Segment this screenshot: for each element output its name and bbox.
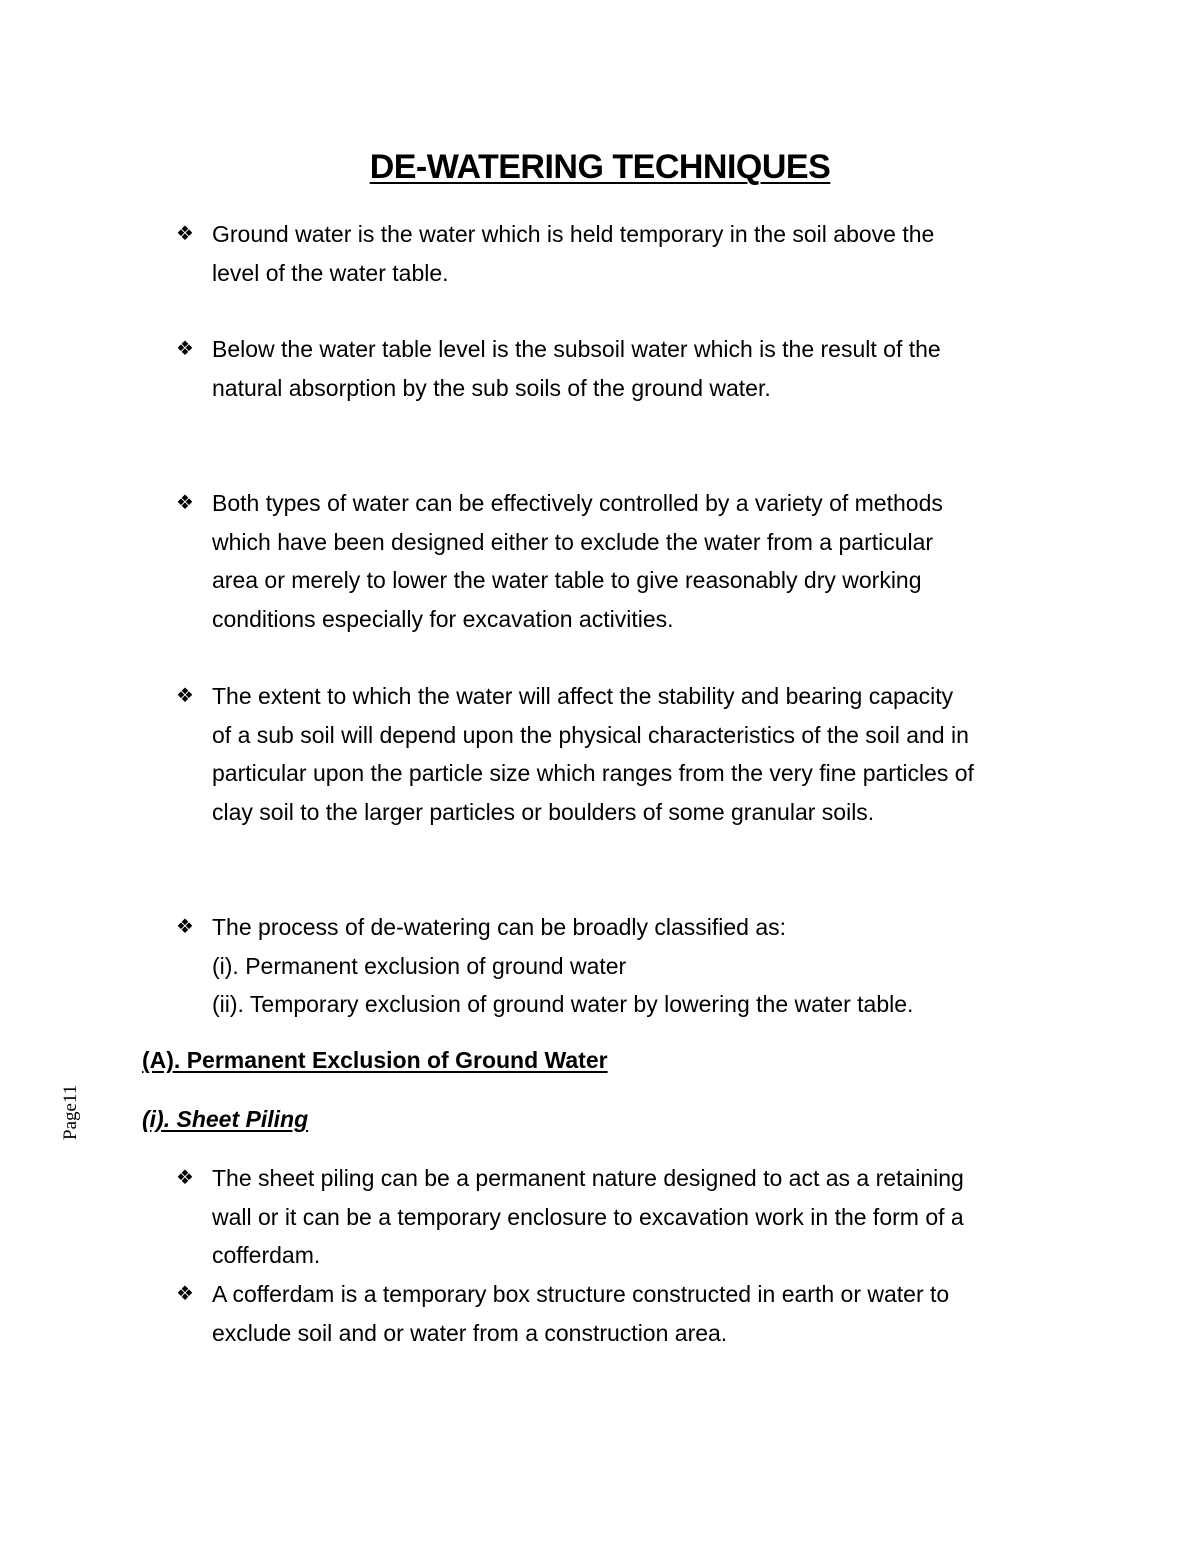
bullet-line: exclude soil and or water from a construction area. [212, 1319, 728, 1346]
bullet-line: The process of de-watering can be broadly classified as: [212, 914, 787, 940]
page-title: DE-WATERING TECHNIQUES [369, 148, 831, 186]
page-number [60, 1085, 82, 1140]
bullet-text [212, 908, 1082, 1024]
bullet-line: area or merely to lower the water table to give reasonably dry working [212, 567, 922, 593]
bullet-line: natural absorption by the sub soils of the ground water. [212, 374, 771, 401]
bullet-line: A cofferdam is a temporary box structure constructed in earth or water to [212, 1281, 950, 1307]
bullet-line: conditions especially for excavation activities. [212, 605, 674, 632]
bullet-text [212, 677, 1082, 831]
bullet-line: Ground water is the water which is held temporary in the soil above the [212, 221, 935, 247]
diamond-bullet-icon: ❖ [176, 1283, 194, 1305]
diamond-bullet-icon: ❖ [176, 916, 194, 938]
bullet-line: level of the water table. [212, 259, 449, 286]
diamond-bullet-icon: ❖ [176, 338, 194, 360]
bullet-line: (ii). Temporary exclusion of ground water by lowering the water table. [212, 991, 914, 1017]
bullet-line: clay soil to the larger particles or boulders of some granular soils. [212, 798, 875, 825]
subsection-heading: (i). Sheet Piling [142, 1106, 309, 1132]
diamond-bullet-icon: ❖ [176, 223, 194, 245]
page-label: Page [60, 1103, 81, 1140]
bullet-line: particular upon the particle size which ranges from the very fine particles of [212, 760, 974, 786]
bullet-line: cofferdam. [212, 1242, 321, 1268]
bullet-line: wall or it can be a temporary enclosure to excavation work in the form of a [212, 1203, 964, 1230]
bullet-line: Below the water table level is the subsoil water which is the result of the [212, 336, 941, 362]
bullet-text [212, 1159, 1082, 1275]
bullet-line: Both types of water can be effectively controlled by a variety of methods [212, 490, 943, 516]
bullet-text [212, 215, 1082, 292]
diamond-bullet-icon: ❖ [176, 1167, 194, 1189]
bullet-line: of a sub soil will depend upon the physical characteristics of the soil and in [212, 721, 969, 748]
bullet-line: which have been designed either to exclude the water from a particular [212, 528, 934, 555]
bullet-line: The extent to which the water will affect the stability and bearing capacity [212, 683, 954, 709]
diamond-bullet-icon: ❖ [176, 492, 194, 514]
bullet-text [212, 484, 1082, 638]
bullet-text [212, 1275, 1082, 1352]
bullet-line: The sheet piling can be a permanent nature designed to act as a retaining [212, 1165, 964, 1191]
bullet-line: (i). Permanent exclusion of ground water [212, 952, 627, 979]
page-number-value: 11 [60, 1084, 81, 1104]
diamond-bullet-icon: ❖ [176, 685, 194, 707]
section-heading: (A). Permanent Exclusion of Ground Water [142, 1047, 608, 1073]
bullet-text [212, 330, 1082, 407]
